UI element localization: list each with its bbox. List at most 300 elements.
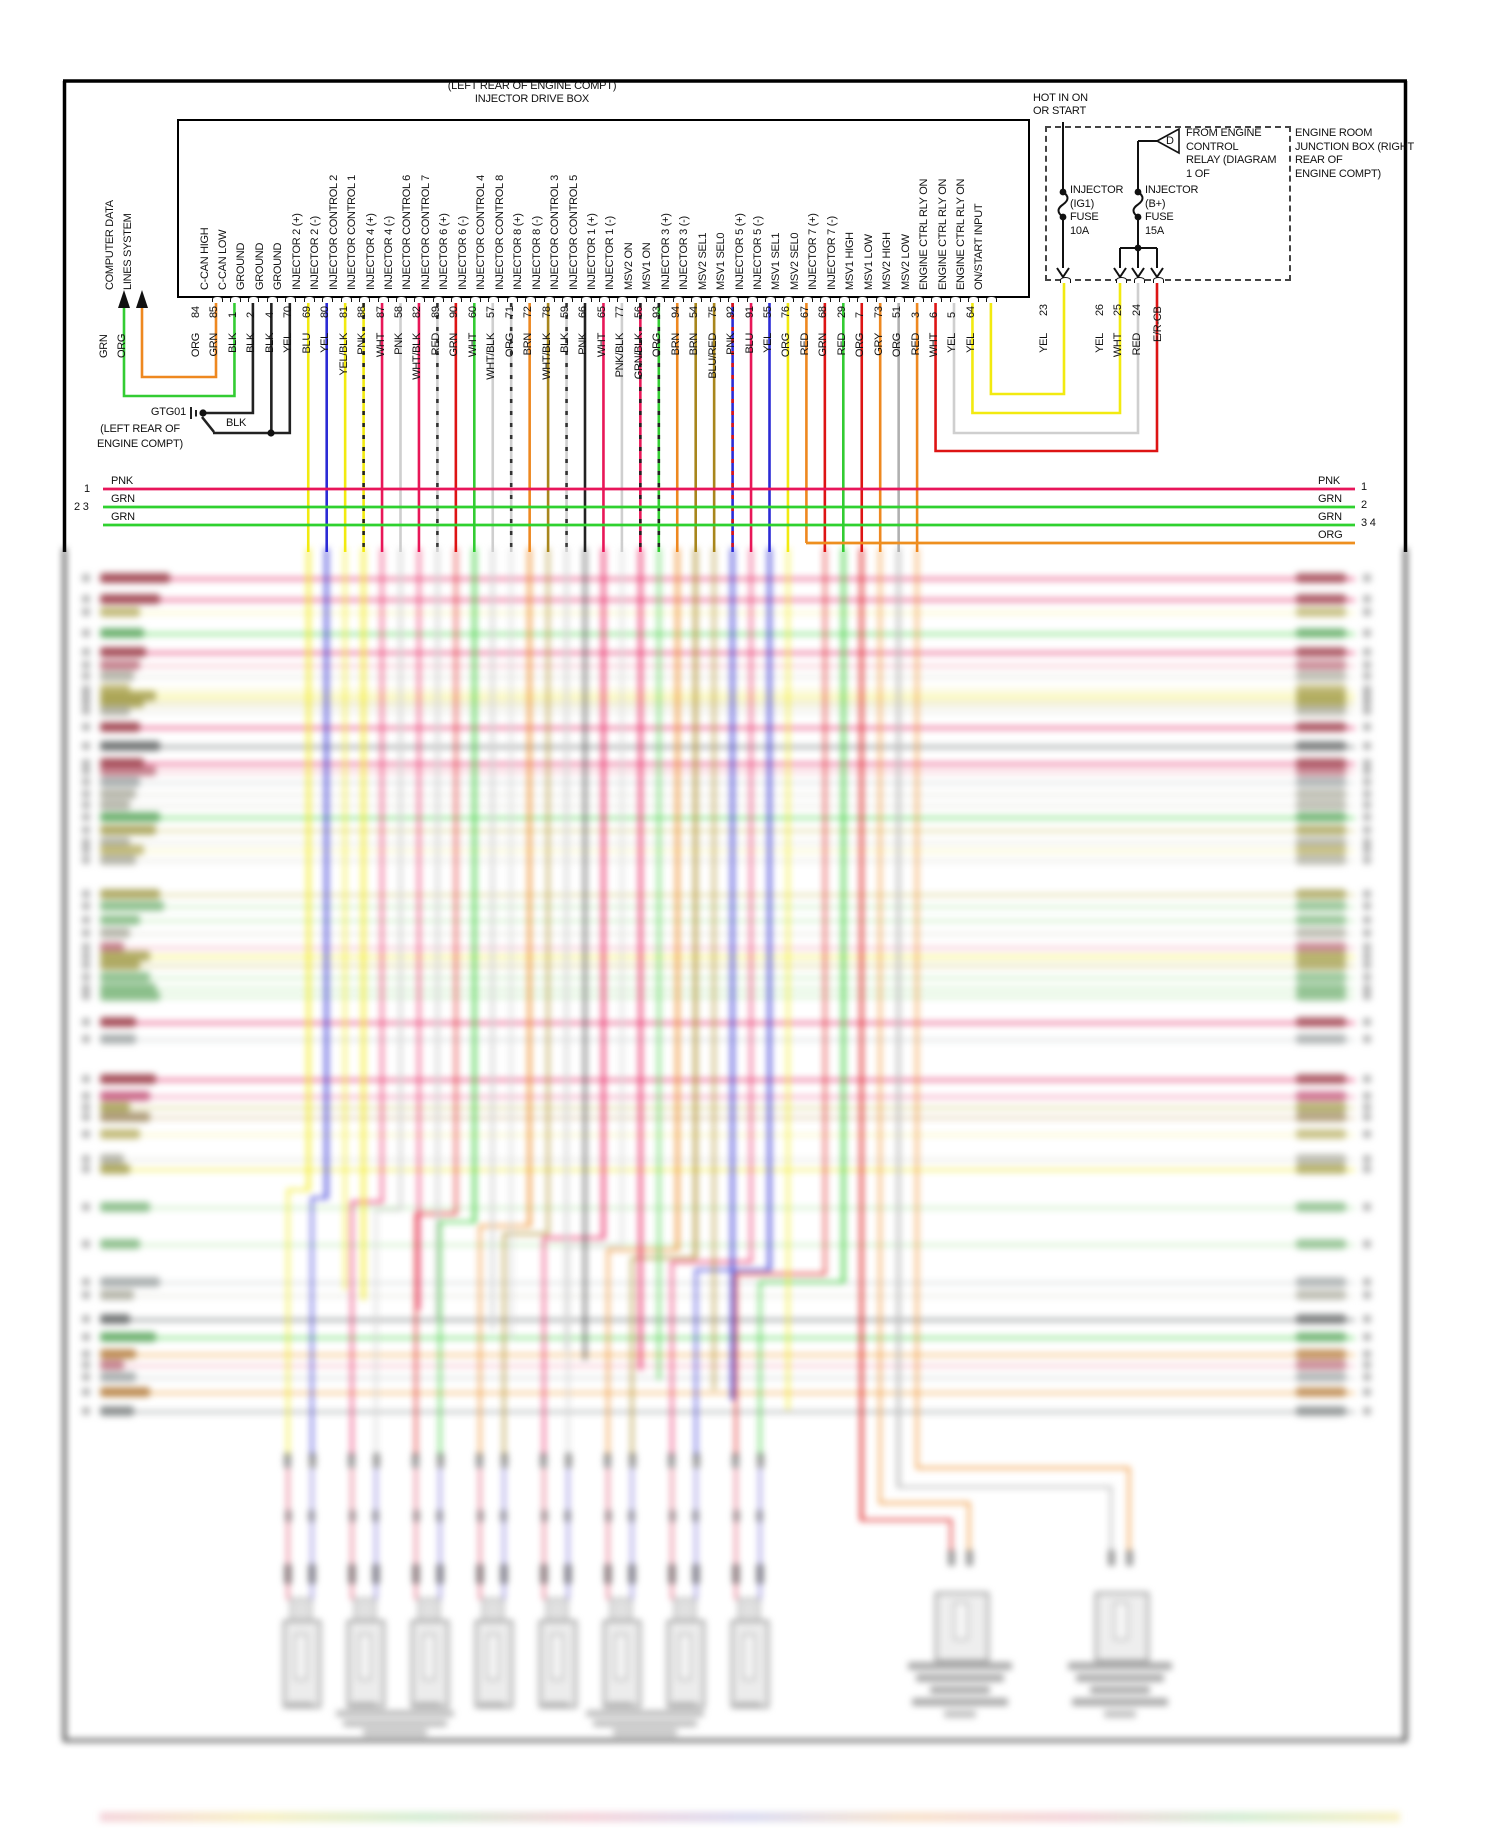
injector-connector-lower <box>540 1564 548 1584</box>
pin-wire-color-72: BRN <box>522 333 535 356</box>
pin-wire-color-58: PNK <box>392 333 405 355</box>
room-note-line: ENGINE ROOM <box>1295 127 1373 139</box>
pin-number-84: 84 <box>190 306 202 318</box>
blurred-row-right-num <box>1363 759 1371 767</box>
injector-connector-lower <box>500 1564 508 1584</box>
bus-right-num-2: 2 <box>1361 499 1367 511</box>
blurred-row-left-label <box>100 972 150 982</box>
bus-left-label-2: GRN <box>111 493 135 505</box>
hot-in-on-label-1: HOT IN ON <box>1033 92 1088 104</box>
pin-wire-color-5: YEL <box>946 333 959 353</box>
blurred-row-line <box>100 763 1355 766</box>
blurred-row-line <box>100 830 1355 833</box>
blurred-row-left-num <box>82 1361 90 1369</box>
injector-base <box>607 1702 633 1708</box>
pin-wire-color-4: BLK <box>263 333 276 353</box>
blurred-row-line <box>100 689 1355 692</box>
box-location-title: (LEFT REAR OF ENGINE COMPT) <box>447 80 617 92</box>
blurred-row-right-label <box>1296 825 1346 835</box>
blurred-row-right-num <box>1363 1035 1371 1043</box>
junction-pin-color-24: RED <box>1131 333 1143 356</box>
pin-number-3: 3 <box>909 312 922 318</box>
junction-pin-color-23: YEL <box>1038 333 1050 353</box>
injector-body-cap <box>546 1598 568 1622</box>
valve-caption-line <box>1076 1674 1164 1682</box>
pin-wire-color-73: GRY <box>872 333 885 356</box>
blurred-row-left-num <box>82 1018 90 1026</box>
injector-caption-line <box>613 1729 677 1736</box>
inj-wire <box>543 1237 605 1240</box>
blurred-row-left-num <box>82 1333 90 1341</box>
fuse-b-plus-line: INJECTOR <box>1145 184 1199 196</box>
injector-connector-lower <box>348 1564 356 1584</box>
blurred-row-right-num <box>1363 1075 1371 1083</box>
blurred-row-left-label <box>100 789 136 799</box>
blurred-row-left-num <box>82 838 90 846</box>
blurred-row-line <box>100 633 1355 636</box>
pin-wire-color-82: WHT/BLK <box>411 333 424 380</box>
injector-body-cap <box>418 1598 440 1622</box>
computer-data-wire-grn-label: GRN <box>98 334 110 358</box>
inj-wire <box>311 1198 314 1457</box>
pin-wire-color-81: YEL/BLK <box>337 333 350 376</box>
pin-label-87: INJECTOR 4 (-) <box>383 216 395 290</box>
blurred-row-right-label <box>1296 1372 1346 1382</box>
msv-wire <box>879 1502 970 1505</box>
blurred-row-right-num <box>1363 1155 1371 1163</box>
valve-body-slot <box>954 1602 968 1640</box>
control-wire <box>436 548 439 1320</box>
pin-label-6: ENGINE CTRL RLY ON <box>936 178 949 290</box>
blurred-row-left-num <box>82 1092 90 1100</box>
blurred-row-left-num <box>82 826 90 834</box>
pin-number-54: 54 <box>688 306 701 318</box>
injector-connector-mid <box>628 1510 635 1522</box>
blurred-row-right-num <box>1363 801 1371 809</box>
pin-number-89: 89 <box>429 306 442 318</box>
injector-connector-lower <box>628 1564 636 1584</box>
blurred-row-left-num <box>82 767 90 775</box>
pin-wire-color-69: BLU <box>300 333 313 354</box>
inj-wire <box>543 1238 546 1457</box>
blurred-row-line <box>100 977 1355 980</box>
blurred-row-right-num <box>1363 1350 1371 1358</box>
blurred-row-left-num <box>82 1315 90 1323</box>
blurred-row-left-label <box>100 845 144 855</box>
msv-wire <box>897 548 900 1487</box>
pin-number-70: 70 <box>282 306 295 318</box>
injector-connector-lower <box>564 1564 572 1584</box>
pin-wire-color-94: BRN <box>669 333 682 356</box>
injector-body-slot <box>359 1634 371 1680</box>
injector-connector-mid <box>500 1510 507 1522</box>
pin-number-51: 51 <box>891 306 904 318</box>
blurred-row-left-num <box>82 952 90 960</box>
junction-pin-number-23: 23 <box>1038 304 1050 316</box>
blurred-row-right-label <box>1296 901 1346 911</box>
pin-number-4: 4 <box>263 312 276 318</box>
injector-body-slot <box>487 1634 499 1680</box>
inj-wire <box>695 1270 698 1457</box>
injector-connector-upper <box>437 1453 444 1468</box>
msv-wire <box>897 1486 1112 1489</box>
blurred-row-right-num <box>1363 1388 1371 1396</box>
blurred-row-left-label <box>100 660 140 670</box>
injector-body-slot <box>615 1634 627 1680</box>
pin-wire-color-87: WHT <box>374 333 387 358</box>
inj-wire <box>479 1225 531 1228</box>
computer-data-label-1: COMPUTER DATA <box>104 200 116 290</box>
injector-connector-lower <box>284 1564 292 1584</box>
injector-body-cap <box>482 1598 504 1622</box>
pin-label-90: INJECTOR 6 (-) <box>456 216 469 290</box>
injector-connector-mid <box>285 1510 292 1522</box>
injector-body-cap <box>674 1598 696 1622</box>
blurred-row-left-label <box>100 1406 134 1416</box>
valve-base <box>1104 1710 1136 1718</box>
blurred-row-right-label <box>1296 660 1346 670</box>
blurred-row-left-num <box>82 961 90 969</box>
blurred-row-left-num <box>82 608 90 616</box>
blurred-row-right-num <box>1363 1130 1371 1138</box>
blurred-row-left-label <box>100 1164 130 1174</box>
pin-label-73: MSV2 HIGH <box>881 232 894 290</box>
blurred-row-right-label <box>1296 972 1346 982</box>
junction-pin-number-24: 24 <box>1131 304 1143 316</box>
blurred-row-right-num <box>1363 826 1371 834</box>
junction-pin-color-25: WHT <box>1112 333 1124 358</box>
injector-base <box>287 1702 313 1708</box>
blurred-row-right-label <box>1296 1360 1346 1370</box>
blurred-row-left-num <box>82 759 90 767</box>
pin-number-5: 5 <box>946 312 959 318</box>
bus-left-label-1: PNK <box>111 475 134 487</box>
junction-pin-number-25: 25 <box>1112 304 1124 316</box>
blurred-row-line <box>100 771 1355 774</box>
ground-location-2: ENGINE COMPT) <box>96 438 183 450</box>
blurred-row-left-num <box>82 890 90 898</box>
blurred-row-right-label <box>1296 812 1346 822</box>
blurred-row-line <box>100 947 1355 950</box>
blurred-row-left-label <box>100 1387 150 1397</box>
injector-body-cap <box>610 1598 632 1622</box>
fuse-b-plus-line: FUSE <box>1145 211 1174 223</box>
blurred-row-left-label <box>100 1091 150 1101</box>
control-wire <box>584 548 587 1360</box>
blurred-row-right-num <box>1363 856 1371 864</box>
blurred-row-right-num <box>1363 661 1371 669</box>
bus-right-num-3: 3 4 <box>1361 517 1376 529</box>
injector-connector-upper <box>629 1453 636 1468</box>
blurred-row-left-label <box>100 594 160 604</box>
injector-body-slot <box>295 1634 307 1680</box>
bus-left-num-1: 1 <box>84 483 90 495</box>
blurred-row-left-label <box>100 1360 124 1370</box>
computer-data-wire-org-label: ORG <box>116 333 128 358</box>
injector-base <box>479 1702 505 1708</box>
blurred-row-line <box>100 860 1355 863</box>
inj-wire <box>547 548 550 1234</box>
injector-base <box>671 1702 697 1708</box>
relay-note-line: 1 OF <box>1186 167 1210 180</box>
blurred-row-left-label <box>100 777 140 787</box>
pin-number-78: 78 <box>540 306 553 318</box>
inj-wire <box>621 548 624 1246</box>
blurred-row-right-label <box>1296 845 1346 855</box>
blurred-row-right-label <box>1296 1154 1346 1164</box>
blurred-row-left-num <box>82 723 90 731</box>
pin-wire-color-66: PNK <box>577 333 590 355</box>
blurred-row-line <box>100 1159 1355 1162</box>
inj-wire <box>307 548 310 1190</box>
inj-wire <box>694 548 697 1258</box>
injector-connector-upper <box>373 1453 380 1468</box>
blurred-row-left-label <box>100 706 130 716</box>
blurred-row-left-num <box>82 707 90 715</box>
blurred-row-line <box>100 782 1355 785</box>
blurred-row-left-num <box>82 973 90 981</box>
blurred-row-right-label <box>1296 1017 1346 1027</box>
inj-wire <box>375 1210 378 1457</box>
blurred-row-right-label <box>1296 1164 1346 1174</box>
pin-number-69: 69 <box>300 306 313 318</box>
injector-caption-line <box>363 1729 427 1736</box>
injector-connector-upper <box>412 1453 419 1468</box>
inj-wire <box>439 1221 476 1224</box>
blurred-row-right-num <box>1363 1165 1371 1173</box>
blurred-row-line <box>100 956 1355 959</box>
page-border-bottom <box>63 1739 1407 1742</box>
blurred-row-left-num <box>82 902 90 910</box>
injector-connector-lower <box>732 1564 740 1584</box>
blurred-row-left-label <box>100 573 170 583</box>
msv-wire <box>860 1519 952 1522</box>
junction-pin-color-26: YEL <box>1094 333 1106 353</box>
blurred-row-line <box>100 1134 1355 1137</box>
valve-caption-line <box>1068 1662 1172 1670</box>
inj-wire <box>750 548 753 1262</box>
pin-label-72: INJECTOR 8 (-) <box>530 216 543 290</box>
pin-wire-color-3: RED <box>909 333 922 356</box>
connector-arc <box>1116 277 1127 283</box>
blurred-row-right-num <box>1363 973 1371 981</box>
blurred-row-right-num <box>1363 1333 1371 1341</box>
blurred-row-right-num <box>1363 699 1371 707</box>
pin-number-82: 82 <box>411 306 424 318</box>
pin-label-60: INJECTOR CONTROL 4 <box>475 174 488 290</box>
blurred-row-right-num <box>1363 992 1371 1000</box>
blurred-row-right-num <box>1363 1240 1371 1248</box>
room-note-line: REAR OF <box>1295 154 1343 166</box>
pin-label-68: INJECTOR 7 (-) <box>825 216 838 290</box>
pin-wire-color-57: WHT/BLK <box>485 333 498 380</box>
pin-wire-color-51: ORG <box>891 333 904 358</box>
injector-connector-lower <box>692 1564 700 1584</box>
injector-connector-mid <box>669 1510 676 1522</box>
blurred-row-right-label <box>1296 777 1346 787</box>
injector-body-cap <box>354 1598 376 1622</box>
blurred-row-right-label <box>1296 766 1346 776</box>
blurred-row-right-label <box>1296 1129 1346 1139</box>
blurred-row-right-label <box>1296 671 1346 681</box>
blurred-row-line <box>100 711 1355 714</box>
pin-number-29: 29 <box>835 306 848 318</box>
pin-label-55: MSV1 SEL1 <box>770 232 783 290</box>
injector-connector-upper <box>732 1453 739 1468</box>
blurred-row-left-num <box>82 595 90 603</box>
pin-wire-color-75: BLU/RED <box>706 333 719 379</box>
inj-wire <box>607 1249 679 1252</box>
blurred-row-left-label <box>100 607 140 617</box>
inj-wire <box>455 548 458 1214</box>
pin-number-90: 90 <box>448 306 461 318</box>
blurred-row-left-num <box>82 984 90 992</box>
injector-connector-upper <box>693 1453 700 1468</box>
blurred-row-left-label <box>100 671 134 681</box>
control-wire <box>787 548 790 1410</box>
blurred-row-line <box>100 727 1355 730</box>
blurred-row-line <box>100 703 1355 706</box>
injector-connector-mid <box>477 1510 484 1522</box>
pin-number-71: 71 <box>503 306 516 318</box>
blurred-row-line <box>100 676 1355 679</box>
blurred-row-right-label <box>1296 1290 1346 1300</box>
blurred-row-left-num <box>82 778 90 786</box>
pin-number-6: 6 <box>928 312 940 318</box>
blurred-row-right-num <box>1363 707 1371 715</box>
blurred-row-left-label <box>100 1112 150 1122</box>
blurred-row-right-num <box>1363 767 1371 775</box>
control-wire <box>510 548 513 1340</box>
inj-wire <box>325 548 328 1198</box>
bus-right-num-1: 1 <box>1361 481 1367 493</box>
inj-wire <box>473 548 476 1222</box>
pin-number-64: 64 <box>964 306 977 318</box>
blurred-row-right-label <box>1296 1202 1346 1212</box>
blurred-row-left-label <box>100 855 136 865</box>
blurred-row-right-num <box>1363 608 1371 616</box>
relay-note-line: FROM ENGINE <box>1186 127 1262 139</box>
pin-number-93: 93 <box>651 306 664 318</box>
ground-location-1: (LEFT REAR OF <box>100 423 180 435</box>
blurred-row-left-num <box>82 672 90 680</box>
injector-body-cap <box>290 1598 312 1622</box>
blurred-row-right-num <box>1363 902 1371 910</box>
blurred-row-left-label <box>100 766 156 776</box>
injector-connector-upper <box>540 1453 547 1468</box>
blurred-row-left-label <box>100 1074 156 1084</box>
pin-label-64: ON/START INPUT <box>973 203 986 290</box>
blurred-row-line <box>100 965 1355 968</box>
pin-wire-color-84: ORG <box>190 333 202 358</box>
relay-letter: D <box>1166 135 1174 147</box>
inj-wire <box>671 1261 753 1264</box>
blurred-row-right-label <box>1296 855 1346 865</box>
connector-arc <box>1060 277 1071 283</box>
blurred-row-left-num <box>82 813 90 821</box>
fuse-ig1-line: (IG1) <box>1070 197 1095 210</box>
pin-number-72: 72 <box>522 306 535 318</box>
pin-wire-color-1: BLK <box>226 333 239 353</box>
pin-number-67: 67 <box>798 306 811 318</box>
injector-body-slot <box>423 1634 435 1680</box>
pin-wire-color-67: RED <box>798 333 811 356</box>
inj-wire <box>602 548 605 1238</box>
valve-caption-line <box>930 1686 990 1694</box>
injector-caption-line <box>586 1710 704 1717</box>
hot-in-on-label-2: OR START <box>1033 105 1086 117</box>
blurred-row-right-num <box>1363 890 1371 898</box>
inj-wire <box>768 548 771 1270</box>
blurred-row-left-num <box>82 846 90 854</box>
blurred-row-right-num <box>1363 929 1371 937</box>
blurred-row-right-label <box>1296 741 1346 751</box>
blurred-row-right-label <box>1296 1349 1346 1359</box>
connector-arc <box>1134 277 1145 283</box>
pin-label-29: MSV1 HIGH <box>844 232 857 290</box>
blurred-row-right-num <box>1363 1361 1371 1369</box>
blurred-row-line <box>100 652 1355 655</box>
control-wire <box>362 548 365 1300</box>
blurred-row-right-label <box>1296 789 1346 799</box>
junction-pin-number-26: 26 <box>1094 304 1106 316</box>
blurred-row-left-num <box>82 929 90 937</box>
injector-connector-lower <box>436 1564 444 1584</box>
pin-label-80: INJECTOR CONTROL 2 <box>327 174 340 290</box>
injector-body-slot <box>743 1634 755 1680</box>
blurred-row-line <box>100 1039 1355 1042</box>
blurred-row-right-num <box>1363 595 1371 603</box>
blurred-row-left-label <box>100 1017 136 1027</box>
blurred-row-left-label <box>100 1239 140 1249</box>
pin-label-70: INJECTOR 2 (+) <box>290 213 303 290</box>
blurred-row-right-label <box>1296 800 1346 810</box>
control-wire <box>639 548 642 1370</box>
valve-connector <box>1126 1550 1133 1566</box>
pin-wire-color-91: BLU <box>743 333 756 354</box>
pin-number-77: 77 <box>614 306 627 318</box>
blurred-row-right-num <box>1363 1203 1371 1211</box>
pin-label-89: INJECTOR 6 (+) <box>438 213 451 290</box>
pin-label-65: INJECTOR 1 (-) <box>604 216 617 290</box>
blurred-row-left-num <box>82 1103 90 1111</box>
pin-number-92: 92 <box>725 306 738 318</box>
injector-connector-lower <box>668 1564 676 1584</box>
valve-caption-line <box>912 1698 1008 1706</box>
pin-label-78: INJECTOR CONTROL 3 <box>549 174 562 290</box>
blurred-row-right-num <box>1363 1373 1371 1381</box>
pin-label-1: GROUND <box>235 242 248 290</box>
blurred-row-left-label <box>100 1154 124 1164</box>
blurred-row-line <box>100 805 1355 808</box>
inj-wire <box>676 548 679 1250</box>
blurred-row-left-label <box>100 741 160 751</box>
msv-wire <box>950 1520 953 1552</box>
control-wire <box>344 548 347 1290</box>
pin-label-5: ENGINE CTRL RLY ON <box>954 178 967 290</box>
blurred-row-left-num <box>82 1291 90 1299</box>
control-wire <box>658 548 661 1380</box>
blurred-row-line <box>100 1117 1355 1120</box>
valve-caption-line <box>1090 1686 1150 1694</box>
control-wire <box>418 548 421 1310</box>
pin-number-60: 60 <box>466 306 479 318</box>
valve-caption-line <box>908 1662 1012 1670</box>
blurred-row-right-label <box>1296 1332 1346 1342</box>
blurred-row-left-num <box>82 1388 90 1396</box>
pin-wire-color-60: WHT <box>466 333 479 358</box>
pin-label-7: MSV1 LOW <box>862 234 875 290</box>
